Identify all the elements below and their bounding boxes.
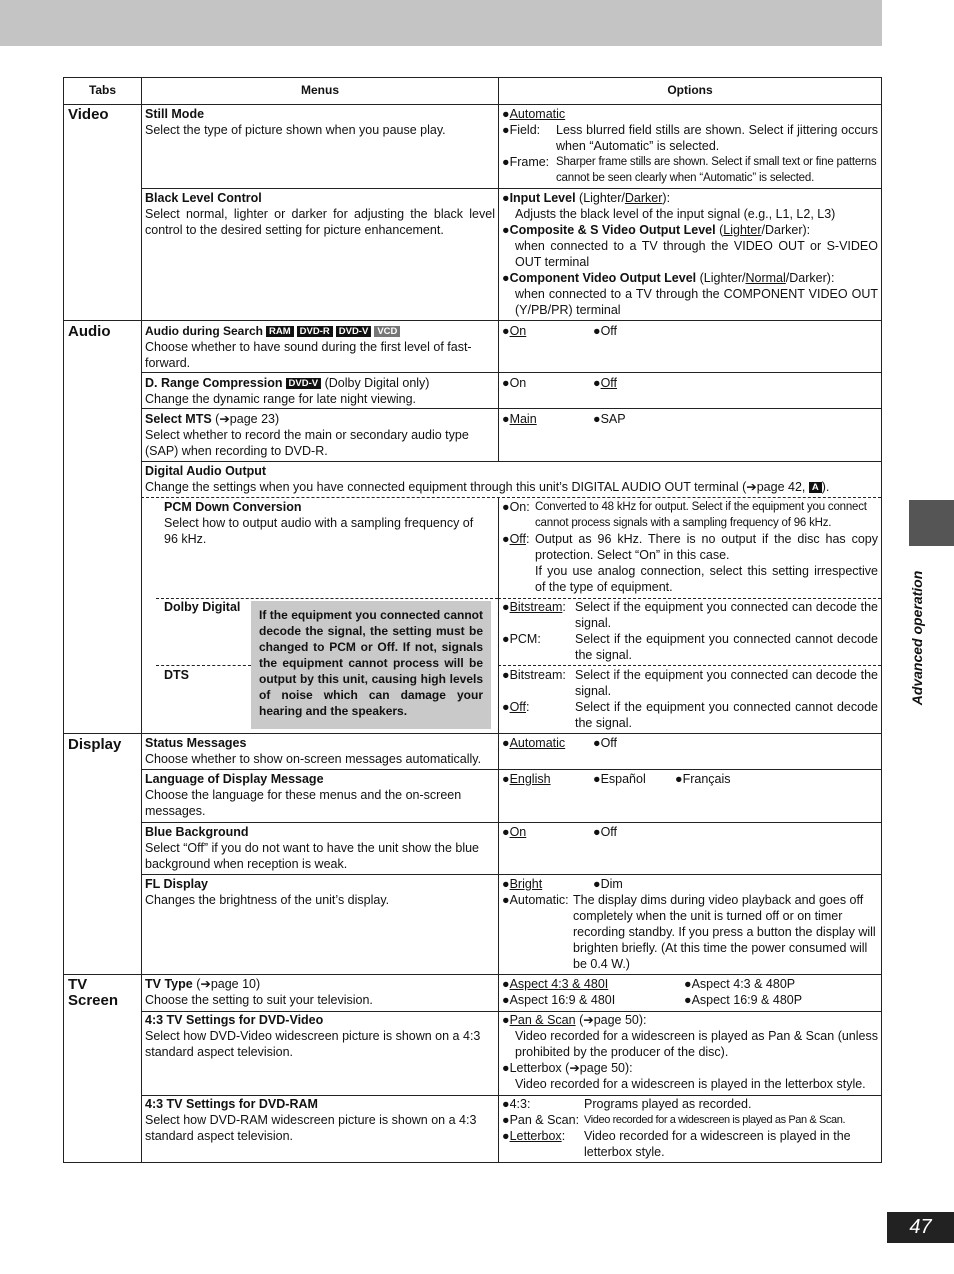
option-item: ●Pan & Scan (➔page 50): <box>502 1013 647 1027</box>
row-divider <box>141 769 881 770</box>
row-divider <box>64 320 881 321</box>
menu-desc: Select “Off” if you do not want to have the unit show the blue background when reception is weak. <box>145 841 479 871</box>
row-divider-dashed <box>498 665 881 666</box>
option-item: ●Composite & S Video Output Level (Lighter/Darker): <box>502 223 811 237</box>
options-43-dvd-video: ●Pan & Scan (➔page 50): Video recorded for a widescreen is played as Pan & Scan (unless prohibited by the producer of the disc). ●Letterbox (➔page 50): Video recorded for a widescreen is played in the letterbox style. <box>502 1013 878 1091</box>
disc-badge: RAM <box>266 326 294 337</box>
disc-badge: DVD-R <box>297 326 333 337</box>
menu-desc: Choose the setting to suit your television. <box>145 993 373 1007</box>
menu-title: Still Mode <box>145 107 205 121</box>
menu-desc: Select whether to record the main or secondary audio type (SAP) when recording to DVD-R. <box>145 428 469 458</box>
row-divider <box>141 408 881 409</box>
option-item: ●On <box>502 825 527 839</box>
option-item: ●Off: Select if the equipment you connected cannot decode the signal. <box>502 700 878 730</box>
row-divider <box>64 733 881 734</box>
option-item: ●Español <box>593 772 646 786</box>
menu-tv-type <box>145 976 495 1008</box>
menu-desc: Change the dynamic range for late night viewing. <box>145 392 416 406</box>
option-item: ●Aspect 4:3 & 480P <box>684 977 796 991</box>
menu-title: DTS <box>164 668 189 682</box>
option-item: ●Français <box>675 772 731 786</box>
option-item: ●Bright <box>502 877 543 891</box>
menu-pcm <box>164 499 489 547</box>
settings-table <box>63 77 882 1163</box>
menu-43-dvd-ram <box>145 1096 495 1144</box>
option-item: ●Bitstream: Select if the equipment you connected can decode the signal. <box>502 600 878 630</box>
menu-fl-display <box>145 876 495 908</box>
column-divider <box>498 78 499 461</box>
option-item: ●Pan & Scan: Video recorded for a widescreen is played as Pan & Scan. <box>502 1113 846 1127</box>
menu-title: D. Range Compression DVD-V (Dolby Digital only) <box>145 376 430 390</box>
options-black-level: ●Input Level (Lighter/Darker): Adjusts the black level of the input signal (e.g., L1, L2, L3) ●Composite & S Video Output Level (Lighter/Darker): when connected to a TV through the VIDEO OUT or S-VIDEO OUT terminal ●Component Video Output Level (Lighter/Normal/Darker): when connected to a TV through the COMPONENT VIDEO OUT (Y/PB/PR) terminal <box>502 191 878 317</box>
row-divider <box>141 461 881 462</box>
options-dolby-digital <box>502 599 878 663</box>
menu-title: Select MTS (➔page 23) <box>145 412 280 426</box>
menu-title: PCM Down Conversion <box>164 500 302 514</box>
row-divider <box>141 188 881 189</box>
option-item: ●Letterbox (➔page 50): <box>502 1061 633 1075</box>
page-number: 47 <box>887 1212 954 1243</box>
options-dts <box>502 667 878 731</box>
options-drange <box>502 375 878 391</box>
tab-audio: Audio <box>68 323 111 340</box>
option-item: ●PCM: Select if the equipment you connected cannot decode the signal. <box>502 632 878 662</box>
menu-desc: Select how to output audio with a sampling frequency of 96 kHz. <box>164 516 474 546</box>
tab-display: Display <box>68 736 122 753</box>
menu-still-mode <box>145 106 495 138</box>
option-item: ●Component Video Output Level (Lighter/Normal/Darker): <box>502 271 835 285</box>
menu-blue-background <box>145 824 495 872</box>
options-status-messages <box>502 735 878 751</box>
menu-title: Dolby Digital <box>164 600 241 614</box>
menu-43-dvd-video <box>145 1012 495 1060</box>
menu-desc: Choose whether to show on-screen messages automatically. <box>145 752 482 766</box>
option-item: ●Off <box>593 825 618 839</box>
section-tab-marker <box>909 500 954 546</box>
option-item: ●Off <box>593 376 618 390</box>
option-item: ●Off: Output as 96 kHz. There is no output if the disc has copy protection. Select “On” in this case. If you use analog connection, select this setting irrespective of the type of equipment. <box>502 532 878 594</box>
menu-select-mts <box>145 411 495 459</box>
options-blue-background <box>502 824 878 840</box>
menu-desc: Select how DVD-RAM widescreen picture is shown on a 4:3 standard aspect television. <box>145 1113 477 1143</box>
option-item: ●Main <box>502 412 537 426</box>
row-divider <box>141 874 881 875</box>
option-item: ●Aspect 16:9 & 480P <box>684 993 803 1007</box>
option-item: ●Letterbox: Video recorded for a widescreen is played in the letterbox style. <box>502 1129 851 1159</box>
menu-title: 4:3 TV Settings for DVD-RAM <box>145 1097 318 1111</box>
row-divider <box>64 104 881 105</box>
menu-status-messages <box>145 735 495 767</box>
disc-badge: VCD <box>374 326 400 337</box>
menu-desc: Choose whether to have sound during the first level of fast-forward. <box>145 340 472 370</box>
menu-title: Status Messages <box>145 736 247 750</box>
options-43-dvd-ram <box>502 1096 878 1160</box>
option-item: ●On <box>502 324 527 338</box>
options-pcm <box>502 499 878 595</box>
menu-digital-audio <box>145 463 878 495</box>
option-item: ●Aspect 4:3 & 480I <box>502 977 609 991</box>
menu-black-level <box>145 190 495 238</box>
row-divider-dashed <box>156 665 251 666</box>
option-item: ●Dim <box>593 877 623 891</box>
option-item: ●Aspect 16:9 & 480I <box>502 993 616 1007</box>
ref-badge: A <box>809 482 822 493</box>
option-item: ●English <box>502 772 551 786</box>
option-item: ●Input Level (Lighter/Darker): <box>502 191 671 205</box>
header-tabs: Tabs <box>88 83 117 97</box>
menu-audio-search <box>145 323 495 371</box>
column-divider <box>498 497 499 1162</box>
menu-dts <box>164 667 249 683</box>
option-item: ●On: Converted to 48 kHz for output. Select if the equipment you connect cannot process signals with a sampling frequency of 96 kHz. <box>502 500 867 529</box>
menu-title: Digital Audio Output <box>145 464 267 478</box>
menu-title: Audio during Search RAM DVD-R DVD-V VCD <box>145 323 495 339</box>
menu-desc: Choose the language for these menus and the on-screen messages. <box>145 788 462 818</box>
options-select-mts <box>502 411 878 427</box>
menu-title: 4:3 TV Settings for DVD-Video <box>145 1013 324 1027</box>
option-item: ●Off <box>593 324 618 338</box>
options-audio-search <box>502 323 878 339</box>
menu-dolby-digital <box>164 599 249 615</box>
menu-desc: Change the settings when you have connected equipment through this unit’s DIGITAL AUDIO OUT terminal (➔page 42, A ). <box>145 480 830 494</box>
tab-video: Video <box>68 106 109 123</box>
menu-title: TV Type (➔page 10) <box>145 977 261 991</box>
option-item: ●Frame: Sharper frame stills are shown. Select if small text or fine patterns cannot be seen clearly when “Automatic” is selected. <box>502 155 877 184</box>
menu-title: FL Display <box>145 877 208 891</box>
menu-desc: Select the type of picture shown when you pause play. <box>145 123 446 137</box>
option-item: ●Bitstream: Select if the equipment you connected can decode the signal. <box>502 668 878 698</box>
menu-language <box>145 771 495 819</box>
option-item: ●Field: Less blurred field stills are shown. Select if jittering occurs when “Automatic” is selected. <box>502 123 878 153</box>
tab-tv-screen: TV Screen <box>68 976 119 1009</box>
row-divider <box>141 822 881 823</box>
options-language <box>502 771 878 787</box>
option-item: ●SAP <box>593 412 626 426</box>
row-divider <box>64 974 881 975</box>
menu-drange <box>145 375 495 407</box>
option-item: ●Off <box>593 736 618 750</box>
options-still-mode <box>502 106 878 186</box>
option-item: ●Automatic: The display dims during video playback and goes off completely when the unit is turned off or on timer recording standby. If you press a button the display will brighten briefly. (At this time the power consumed will be 0.4 W.) <box>502 893 876 971</box>
menu-title: Blue Background <box>145 825 249 839</box>
options-fl-display <box>502 876 878 972</box>
section-side-label: Advanced operation <box>909 570 925 706</box>
option-item: ●Automatic <box>502 107 566 121</box>
disc-badge: DVD-V <box>286 378 322 389</box>
top-banner <box>0 0 882 46</box>
option-item: ●Automatic <box>502 736 566 750</box>
option-item: ●4:3: Programs played as recorded. <box>502 1097 752 1111</box>
header-menus: Menus <box>300 83 339 97</box>
menu-desc: Select normal, lighter or darker for adjusting the black level control to the desired setting for picture enhancement. <box>145 207 495 237</box>
menu-desc: Changes the brightness of the unit’s display. <box>145 893 390 907</box>
disc-badge: DVD-V <box>336 326 372 337</box>
header-options: Options <box>667 83 713 97</box>
menu-title: Language of Display Message <box>145 772 324 786</box>
option-item: ●On <box>502 376 527 390</box>
menu-desc: Select how DVD-Video widescreen picture is shown on a 4:3 standard aspect television. <box>145 1029 481 1059</box>
row-divider-dashed <box>141 497 881 498</box>
column-divider <box>141 78 142 1162</box>
options-tv-type <box>502 976 878 1008</box>
warning-box: If the equipment you connected cannot decode the signal, the setting must be changed to PCM or Off. If not, signals the equipment cannot process will be output by this unit, causing high levels of noise which can damage your hearing and the speakers. <box>251 601 491 729</box>
row-divider <box>141 372 881 373</box>
menu-title: Black Level Control <box>145 191 262 205</box>
